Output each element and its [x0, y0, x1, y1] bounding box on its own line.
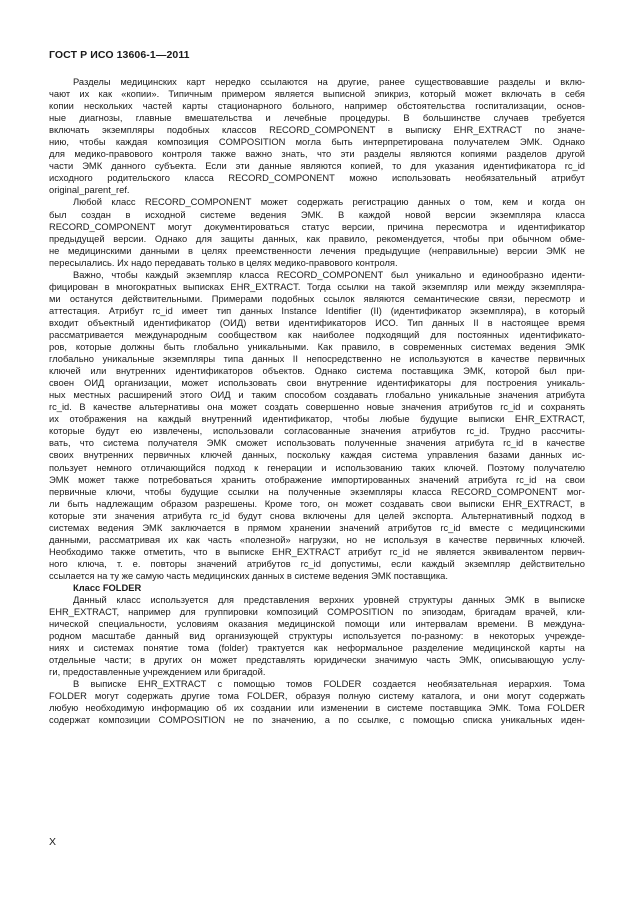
text-line: ги, предоставленные учреждением или бригадой.: [49, 667, 266, 678]
text-line: rc_id. В качестве альтернативы она может создать совершенно новые значения атрибутов rc_id и сохранять: [49, 402, 585, 413]
text-line: родном масштабе данный вид организующей структуры используется по-разному: в некоторых учрежде-: [49, 631, 585, 642]
text-line: ЭМК может также потребоваться хранить отображение импортированных значений атрибута rc_id на свои: [49, 474, 585, 485]
text-line: данными, рассматривая их как часть «полезной» нагрузки, но не используя в качестве первичных ключей.: [49, 534, 585, 545]
text-line: FOLDER могут содержать другие тома FOLDER, образуя полную систему каталога, и они могут содержать: [49, 691, 585, 702]
text-line: предыдущей версии. Однако для защиты данных, как правило, рекомендуется, чтобы при обычном обме-: [49, 233, 585, 244]
text-line: входит объектный идентификатор (ОИД) ветви идентификаторов ИСО. Тип данных II в настоящее время: [49, 317, 585, 328]
text-line: ли быть надлежащим образом разрешены. Кроме того, он может создавать свои выписки EHR_EXTRACT, в: [49, 498, 585, 509]
text-line: Важно, чтобы каждый экземпляр класса RECORD_COMPONENT был уникально и единообразно иденти-: [73, 269, 585, 280]
section-heading: Класс FOLDER: [73, 582, 142, 593]
text-line: первичные ключи, чтобы будущие ссылки на полученные экземпляры класса RECORD_COMPONENT мог-: [49, 486, 585, 497]
text-line: их отображения на каждый внутренний идентификатор, чтобы любые будущие выписки EHR_EXTRACT,: [49, 414, 585, 425]
text-line: ного ключа, т. е. повторы значений атрибутов rc_id допустимы, если каждый экземпляр действительно: [49, 558, 585, 569]
page-number: X: [49, 836, 57, 848]
text-line: нической специальности, условиям оказания медицинской помощи или интервалам времени. В междуна-: [49, 619, 585, 630]
text-line: нию, чтобы каждая композиция COMPOSITION могла быть интерпретирована получателем ЭМК. Однако: [49, 137, 585, 148]
text-line: которые будут ею извлечены, использовали согласованные значения атрибутов rc_id. Трудно рассчиты-: [49, 426, 585, 437]
text-line: ров, которые должны быть глобально уникальными. Как правило, в современных системах ведения ЭМК: [49, 342, 585, 353]
text-line: включать экземпляры подобных классов RECORD_COMPONENT в выписку EHR_EXTRACT по значе-: [49, 125, 585, 136]
text-line: части ЭМК данного субъекта. Если эти данные являются копией, то для указания идентификатора rc_id: [49, 161, 585, 172]
text-line: EHR_EXTRACT, например для группировки композиций COMPOSITION по эпизодам, бригадам врачей, кли-: [49, 607, 585, 618]
text-line: глобально уникальные экземпляры типа данных II непосредственно не используются в качестве первичных: [49, 354, 585, 365]
text-line: Необходимо также отметить, что в выписке EHR_EXTRACT атрибут rc_id не является эквивалентом первич-: [49, 546, 585, 557]
text-line: ключей или внутренних идентификаторов объектов. Однако система поставщика ЭМК, которой был при-: [49, 366, 585, 377]
text-line: Любой класс RECORD_COMPONENT может содержать регистрацию данных о том, кем и когда он: [73, 197, 585, 208]
text-line: отдельные части; в других он может представлять юридически значимую часть ЭМК, описывающую услу-: [49, 655, 585, 666]
text-line: рассматривается международным сообществом как наиболее подходящий для постоянных идентификато-: [49, 329, 585, 340]
text-line: В выписке EHR_EXTRACT с помощью томов FOLDER создается необязательная иерархия. Тома: [73, 679, 585, 690]
text-line: содержат композиции COMPOSITION не по значению, а по ссылке, с помощью списка уникальных иден-: [49, 715, 585, 726]
text-line: фицирован в многократных выписках EHR_EXTRACT. Тогда ссылки на такой экземпляр или между экземпляра-: [49, 281, 585, 292]
text-line: пользует немного отличающийся подход к генерации и использованию таких ключей. Поэтому получателю: [49, 462, 585, 473]
text-line: исходного родительского класса RECORD_COMPONENT можно использовать необязательный атрибут: [49, 173, 585, 184]
text-line: не медицинскими данными в целях преемственности лечения предыдущие (неправильные) версии ЭМК не: [49, 245, 585, 256]
text-line: ниях и системах понятие тома (folder) трактуется как неформальное разделение медицинской карты на: [49, 643, 585, 654]
text-line: для медико-правового контроля также важно знать, что эти разделы являются копиями разделов другой: [49, 149, 585, 160]
text-line: копии нескольких частей карты стационарного больного, например обстоятельства госпитализации, основ-: [49, 101, 585, 112]
text-line: системах ведения ЭМК заключается в прямом хранении значений атрибутов rc_id вместе с медицинскими: [49, 522, 585, 533]
text-line: любую необходимую информацию об их создании или изменении в системе поставщика ЭМК. Тома FOLDER: [49, 703, 585, 714]
text-line: своих внутренних первичных ключей данных, поскольку каждая система управления базами данных ис-: [49, 450, 585, 461]
text-line: ссылается на ту же самую часть медицинских данных в системе ведения ЭМК поставщика.: [49, 570, 448, 581]
text-line: своен ОИД организации, может использовать свои внутренние идентификаторы для построения уникаль-: [49, 378, 585, 389]
text-line: вать, что система получателя ЭМК сможет использовать полученные значения атрибута rc_id в качестве: [49, 438, 585, 449]
document-body: [49, 76, 585, 727]
text-line: ных местных расширений этого ОИД и таким способом создавать глобально уникальные значения атрибута: [49, 390, 585, 401]
text-line: чают их как «копии». Типичным примером является выписной эпикриз, который может включать в себя: [49, 89, 585, 100]
text-line: был создан в исходной системе ведения ЭМК. В каждой новой версии экземпляра класса: [49, 209, 585, 220]
text-line: Данный класс используется для представления верхних уровней структуры данных ЭМК в выписке: [73, 595, 585, 606]
text-line: ми останутся действительными. Примерами подобных ссылок являются семантические связи, пересмотр и: [49, 293, 585, 304]
text-line: которые эти значения атрибута rc_id будут снова включены для целей экспорта. Альтернативный подход в: [49, 510, 585, 521]
text-line: аттестация. Атрибут rc_id имеет тип данных Instance Identifier (II) (идентификатор экземпляра), в который: [49, 305, 585, 316]
text-line: пересылались. Их надо передавать только в целях медико-правового контроля.: [49, 257, 398, 268]
text-line: RECORD_COMPONENT могут документироваться статус версии, причина пересмотра и идентификатор: [49, 221, 585, 232]
text-line: Разделы медицинских карт нередко ссылаются на другие, ранее существовавшие разделы и вклю-: [73, 77, 585, 87]
text-line: original_parent_ref.: [49, 185, 130, 196]
standard-header: ГОСТ Р ИСО 13606-1—2011: [49, 49, 190, 61]
text-line: ные диагнозы, главные вмешательства и лечебные процедуры. В большинстве случаев требуется: [49, 113, 585, 124]
